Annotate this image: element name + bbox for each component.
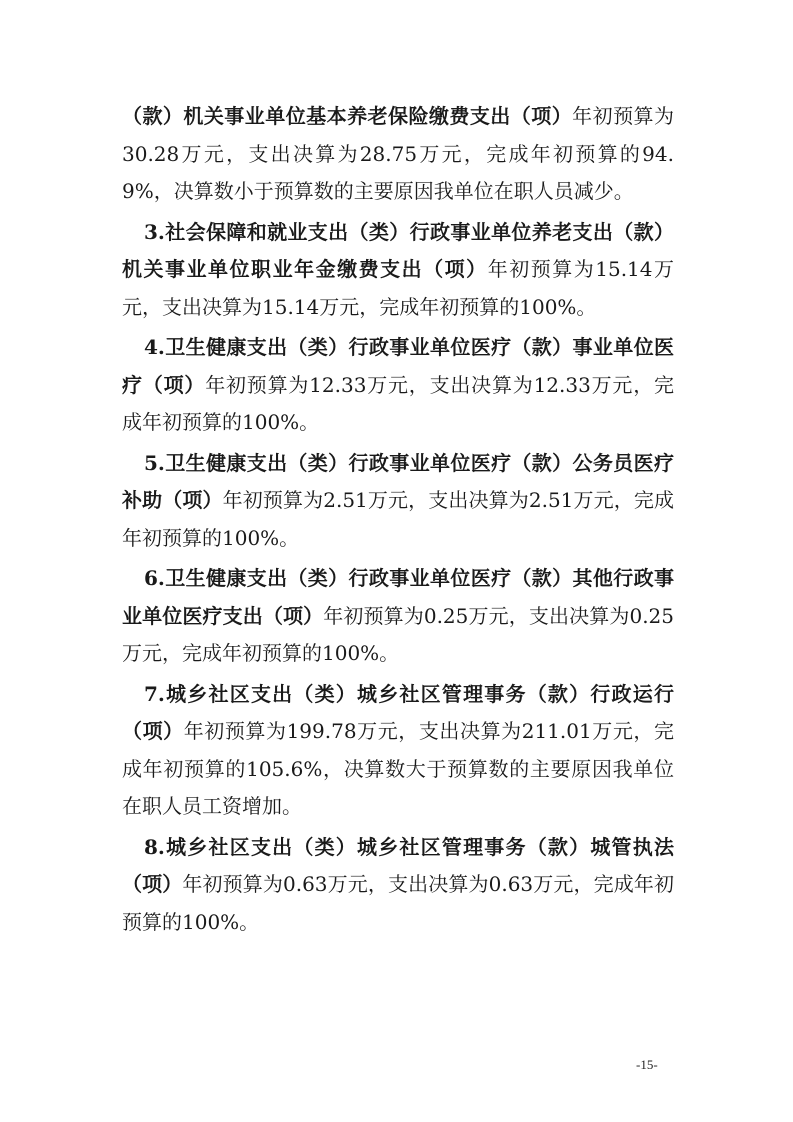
paragraph-heading: 6.卫生健康支出（类）行政事业单位医疗（款）其他行政事业单位医疗支出（项）	[122, 566, 674, 628]
paragraph-heading: 3.社会保障和就业支出（类）行政事业单位养老支出（款）机关事业单位职业年金缴费支出（项）	[122, 219, 674, 281]
paragraph-occupational-annuity	[122, 214, 674, 327]
paragraph-heading: 4.卫生健康支出（类）行政事业单位医疗（款）事业单位医疗（项）	[122, 335, 674, 397]
paragraph-heading: 8.城乡社区支出（类）城乡社区管理事务（款）城管执法（项）	[122, 834, 674, 896]
paragraph-pension-insurance	[122, 98, 674, 211]
paragraph-institution-medical	[122, 329, 674, 442]
paragraph-text: 年初预算为2.51万元，支出决算为2.51万元，完成年初预算的100%。	[122, 488, 675, 550]
paragraph-text: 年初预算为199.78万元，支出决算为211.01万元，完成年初预算的105.6%，决算数大于预算数的主要原因我单位在职人员工资增加。	[122, 719, 674, 818]
paragraph-text: 年初预算为0.63万元，支出决算为0.63万元，完成年初预算的100%。	[122, 872, 675, 934]
paragraph-heading: 7.城乡社区支出（类）城乡社区管理事务（款）行政运行（项）	[122, 681, 674, 743]
page-number: -15-	[636, 1057, 658, 1072]
paragraph-text: 年初预算为30.28万元，支出决算为28.75万元，完成年初预算的94.9%，决算数小于预算数的主要原因我单位在职人员减少。	[122, 104, 675, 203]
paragraph-text: 年初预算为12.33万元，支出决算为12.33万元，完成年初预算的100%。	[122, 372, 675, 434]
paragraph-text: 年初预算为0.25万元，支出决算为0.25万元，完成年初预算的100%。	[122, 603, 675, 665]
document-body	[122, 98, 674, 944]
paragraph-administrative-operation	[122, 676, 674, 826]
paragraph-other-medical	[122, 560, 674, 673]
paragraph-heading: 5.卫生健康支出（类）行政事业单位医疗（款）公务员医疗补助（项）	[122, 450, 674, 512]
paragraph-heading: （款）机关事业单位基本养老保险缴费支出（项）	[122, 104, 573, 128]
paragraph-urban-management	[122, 829, 674, 942]
paragraph-civil-servant-medical	[122, 445, 674, 558]
paragraph-text: 年初预算为15.14万元，支出决算为15.14万元，完成年初预算的100%。	[122, 257, 675, 319]
